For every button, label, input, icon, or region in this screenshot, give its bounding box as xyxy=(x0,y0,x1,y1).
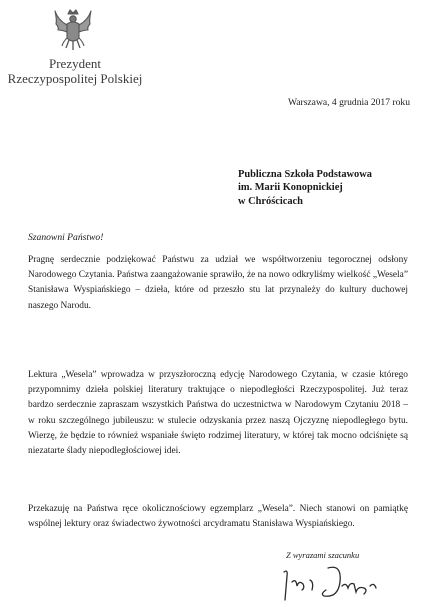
letter-paragraph-3: Przekazuję na Państwa ręce okolicznościowy egzemplarz „Wesela”. Niech stanowi on pamiątkę wspólnej lektury oraz świadectwo żywotności arcydramatu Stanisława Wyspiańskiego. xyxy=(28,504,408,530)
white-eagle-emblem-icon xyxy=(53,8,93,54)
recipient-location: w Chróścicach xyxy=(238,196,303,207)
letter-paragraph-2: Lektura „Wesela” wprowadza w przyszłoroczną edycję Narodowego Czytania, w czasie którego przypomnimy dzieła polskiej literatury traktujące o niepodległości Rzeczypospolitej. Już teraz bardzo serdecznie zapraszam wszystkich Państwa do uczestnictwa w Narodowym Czytaniu 2018 – w roku szczególnego jubileuszu: w stulecie odzyskania przez naszą Ojczyznę niepodległego bytu. Wierzę, że będzie to również wspaniałe święto rodzimej literatury, w której tak mocno odciśnięte są niezatarte ślady niepodległościowej idei. xyxy=(28,370,408,457)
salutation: Szanowni Państwo! xyxy=(28,232,104,243)
letter-date: Warszawa, 4 grudnia 2017 roku xyxy=(287,97,410,108)
recipient-school: Publiczna Szkoła Podstawowa xyxy=(238,169,372,180)
closing-phrase: Z wyrazami szacunku xyxy=(286,550,360,560)
letter-paragraph-1: Pragnę serdecznie podziękować Państwu za udział we współtworzeniu tegorocznej odsłony Narodowego Czytania. Państwa zaangażowanie sprawiło, że na nowo odkryliśmy wielkość „Wesela” Stanisława Wyspiańskiego – dzieła, które od przeszło stu lat przynależy do kultury duchowej naszego Narodu. xyxy=(28,255,408,311)
handwritten-signature xyxy=(270,560,390,605)
recipient-patron: im. Marii Konopnickiej xyxy=(238,182,343,193)
republic-name: Rzeczypospolitej Polskiej xyxy=(7,71,143,86)
president-title: Prezydent xyxy=(49,56,101,71)
